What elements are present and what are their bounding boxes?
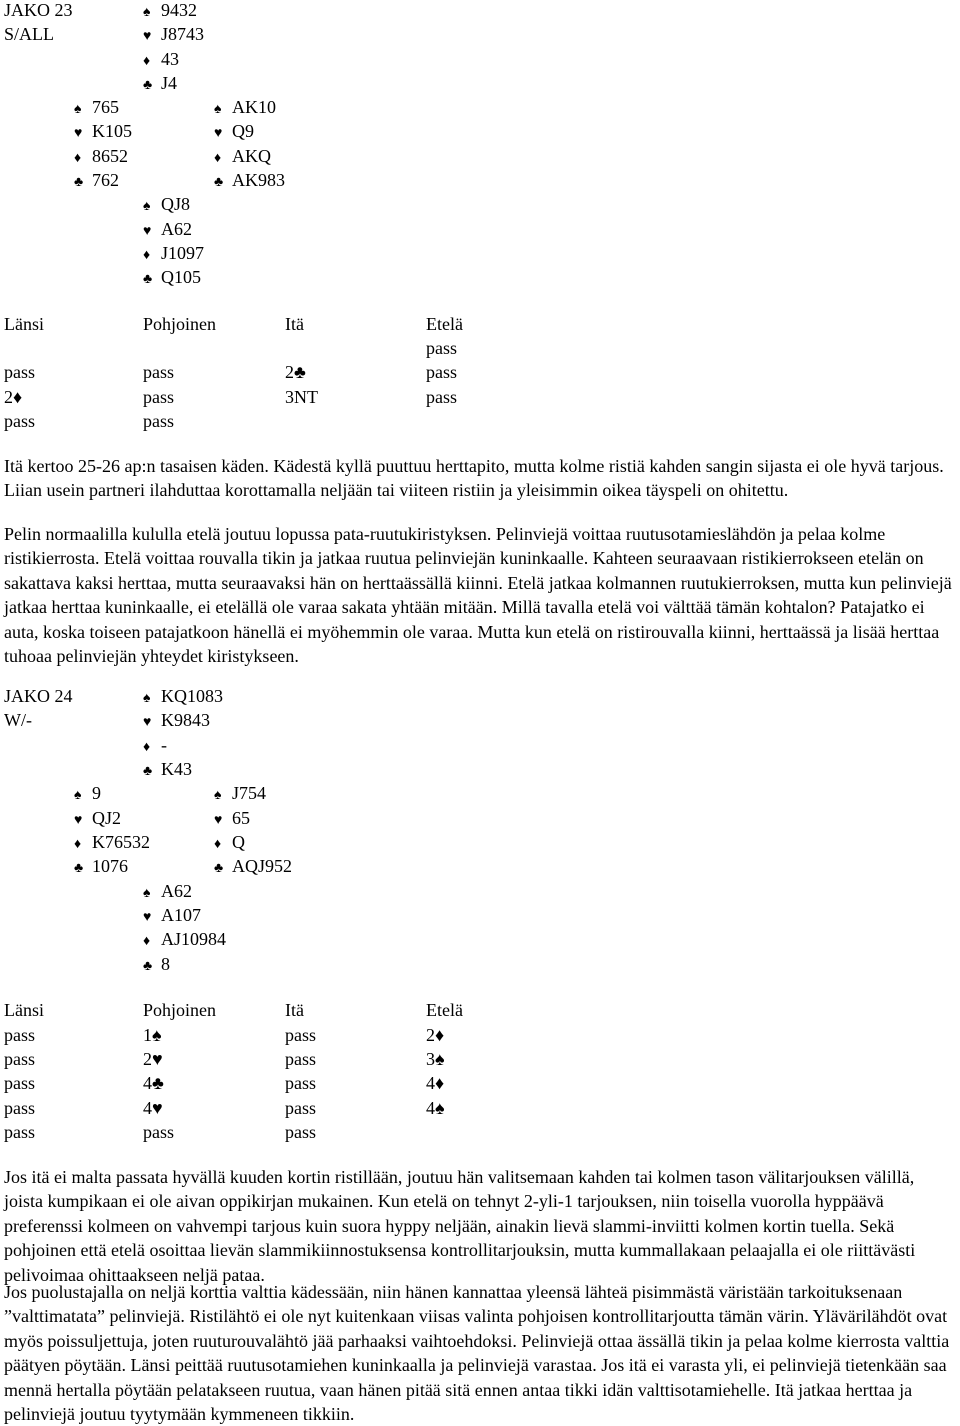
south-hearts: A62	[161, 219, 192, 239]
club-icon: ♣	[143, 959, 153, 974]
south-diamonds: AJ10984	[161, 929, 227, 949]
bid: pass	[426, 387, 457, 407]
north-spades: KQ1083	[161, 686, 223, 706]
east-diamonds: Q	[232, 832, 245, 852]
north-diamonds: 43	[161, 49, 179, 69]
bid: pass	[4, 411, 35, 431]
heart-icon: ♥	[74, 813, 83, 828]
east-clubs: AQJ952	[232, 856, 293, 876]
bid: pass	[4, 1098, 35, 1118]
east-clubs: AK983	[232, 170, 285, 190]
spade-icon: ♠	[143, 691, 151, 706]
bid: 4♥	[143, 1098, 163, 1118]
spade-icon: ♠	[214, 788, 222, 803]
west-diamonds: 8652	[92, 146, 128, 166]
bid: pass	[4, 1049, 35, 1069]
commentary-paragraph: Pelin normaalilla kululla etelä joutuu lopussa pata-ruutukiristyksen. Pelinviejä voittaa ruutusotamieslähdön ja pelaa kolme ristikierrosta. Etelä voittaa rouvalla tikin ja jatkaa ruutua pelinviejän kuninkaalle. Kahteen seuraavaan ristikierrokseen etelän on sakattava kaksi herttaa, mutta seuraavaksi hän on herttaässällä kiinni. Etelä jatkaa kolmannen ruutukierroksen, mutta kun pelinviejä jatkaa herttaa kuninkaalle, ei etelällä ole varaa sakata yhtään mitään. Millä tavalla etelä voi välttää tämän kohtalon? Patajatko ei auta, koska toiseen patajatkoon hänellä ei myöhemmin ole varaa. Mutta kun etelä on ristirouvalla kiinni, herttaässä ja lisää herttaa tuhoaa pelinviejän yhteydet kiristykseen.	[4, 524, 952, 667]
bid: pass	[4, 1122, 35, 1142]
heart-icon: ♥	[214, 813, 223, 828]
diamond-icon: ♦	[74, 837, 82, 852]
bid: 2♦	[426, 1025, 445, 1045]
heart-icon: ♥	[143, 224, 152, 239]
south-clubs: 8	[161, 954, 170, 974]
header-south: Etelä	[426, 1000, 463, 1020]
spade-icon: ♠	[74, 788, 82, 803]
spade-icon: ♠	[214, 102, 222, 117]
bid: 4♦	[426, 1073, 445, 1093]
bid: pass	[143, 387, 174, 407]
bid: 4♣	[143, 1073, 164, 1093]
club-icon: ♣	[74, 861, 84, 876]
header-west: Länsi	[4, 1000, 44, 1020]
header-north: Pohjoinen	[143, 1000, 217, 1020]
bid: pass	[143, 1122, 174, 1142]
south-spades: A62	[161, 881, 192, 901]
club-icon: ♣	[214, 861, 224, 876]
spade-icon: ♠	[143, 5, 151, 20]
bid: pass	[285, 1025, 316, 1045]
north-hearts: K9843	[161, 710, 210, 730]
header-north: Pohjoinen	[143, 314, 217, 334]
west-clubs: 1076	[92, 856, 128, 876]
bid: pass	[285, 1049, 316, 1069]
north-spades: 9432	[161, 0, 197, 20]
diamond-icon: ♦	[214, 837, 222, 852]
west-diamonds: K76532	[92, 832, 150, 852]
diamond-icon: ♦	[143, 740, 151, 755]
north-clubs: K43	[161, 759, 192, 779]
club-icon: ♣	[143, 78, 153, 93]
heart-icon: ♥	[143, 29, 152, 44]
spade-icon: ♠	[74, 102, 82, 117]
spade-icon: ♠	[143, 886, 151, 901]
diamond-icon: ♦	[74, 151, 82, 166]
west-spades: 765	[92, 97, 119, 117]
east-hearts: Q9	[232, 121, 254, 141]
header-east: Itä	[285, 314, 304, 334]
diamond-icon: ♦	[143, 248, 151, 263]
club-icon: ♣	[143, 272, 153, 287]
club-icon: ♣	[74, 175, 84, 190]
diamond-icon: ♦	[143, 54, 151, 69]
west-clubs: 762	[92, 170, 119, 190]
heart-icon: ♥	[214, 126, 223, 141]
west-hearts: QJ2	[92, 808, 122, 828]
club-icon: ♣	[214, 175, 224, 190]
heart-icon: ♥	[74, 126, 83, 141]
bid: 1♠	[143, 1025, 162, 1045]
north-clubs: J4	[161, 73, 178, 93]
bid: pass	[4, 362, 35, 382]
south-hearts: A107	[161, 905, 201, 925]
east-diamonds: AKQ	[232, 146, 271, 166]
heart-icon: ♥	[143, 715, 152, 730]
bid: pass	[4, 1073, 35, 1093]
south-clubs: Q105	[161, 267, 201, 287]
deal-vulnerability: W/-	[4, 710, 32, 730]
bid: pass	[285, 1073, 316, 1093]
bid: pass	[285, 1122, 316, 1142]
diamond-icon: ♦	[143, 934, 151, 949]
north-diamonds: -	[161, 735, 167, 755]
bid: 4♠	[426, 1098, 445, 1118]
south-spades: QJ8	[161, 194, 191, 214]
east-spades: AK10	[232, 97, 276, 117]
north-hearts: J8743	[161, 24, 205, 44]
bid: 2♦	[4, 387, 23, 407]
east-hearts: 65	[232, 808, 250, 828]
bid: pass	[4, 1025, 35, 1045]
bid: 2♥	[143, 1049, 163, 1069]
bid: pass	[426, 362, 457, 382]
spade-icon: ♠	[143, 199, 151, 214]
bid: pass	[143, 411, 174, 431]
west-hearts: K105	[92, 121, 132, 141]
deal-vulnerability: S/ALL	[4, 24, 55, 44]
diamond-icon: ♦	[214, 151, 222, 166]
commentary-paragraph: Jos puolustajalla on neljä korttia valttia kädessään, niin hänen kannattaa yleensä lähteä pisimmästä väristään tarkoituksenaan ”valttimatata” pelinviejä. Ristilähtö ei ole nyt kuitenkaan viisas valinta pohjoisen kontrollitarjoutta tämän värin. Ylävärilähdöt ovat myös poissuljettuja, joten ruuturouvalähtö jää parhaaksi vaihtoehdoksi. Pelinviejä ottaa ässällä tikin ja pelaa kolme kierrosta valttia päätyen pöytään. Länsi peittää ruutusotamiehen kuninkaalla ja pelinviejä varastaa. Jos itä ei varasta yli, ei pelinviejä tietenkään saa mennä hertalla pöytään pelatakseen ruutua, vaan hänen pitää sitä ennen antaa tikki idän valttisotamiehelle. Itä jatkaa herttaa ja pelinviejä joutuu tyytymään kymmeneen tikkiin.	[4, 1282, 950, 1425]
header-east: Itä	[285, 1000, 304, 1020]
bid: 3♠	[426, 1049, 445, 1069]
south-diamonds: J1097	[161, 243, 205, 263]
header-south: Etelä	[426, 314, 463, 334]
commentary-paragraph: Jos itä ei malta passata hyvällä kuuden kortin ristillään, joutuu hän valitsemaan kahden tai kolmen tason välitarjouksen välillä, joista kumpikaan ei ole aivan oppikirjan mukainen. Kun etelä on tehnyt 2-yli-1 tarjouksen, niin toisella vuorolla hyppäävä preferenssi kolmeen on vahvempi tarjous kuin suora hyppy neljään, ainakin lievä slammi-inviitti kolmen kortin tuella. Sekä pohjoinen että etelä osoittaa lievän slammikiinnostuksensa kontrollitarjouksin, mutta kummallakaan pelaajalla ei ole riittävästi pelivoimaa ohittaakseen neljä pataa.	[4, 1167, 916, 1285]
west-spades: 9	[92, 783, 101, 803]
deal-title: JAKO 23	[4, 0, 73, 20]
bid: 3NT	[285, 387, 318, 407]
club-icon: ♣	[143, 764, 153, 779]
bid: pass	[143, 362, 174, 382]
east-spades: J754	[232, 783, 267, 803]
bid: pass	[285, 1098, 316, 1118]
header-west: Länsi	[4, 314, 44, 334]
bid: 2♣	[285, 362, 306, 382]
deal-title: JAKO 24	[4, 686, 73, 706]
commentary-paragraph: Itä kertoo 25-26 ap:n tasaisen käden. Kädestä kyllä puuttuu herttapito, mutta kolme ristiä kahden sangin sijasta ei ole hyvä tarjous. Liian usein partneri ilahduttaa korottamalla neljään tai viiteen ristiin ja yleisimmin oikea täyspeli on ohitettu.	[4, 456, 944, 501]
bid: pass	[426, 338, 457, 358]
heart-icon: ♥	[143, 910, 152, 925]
